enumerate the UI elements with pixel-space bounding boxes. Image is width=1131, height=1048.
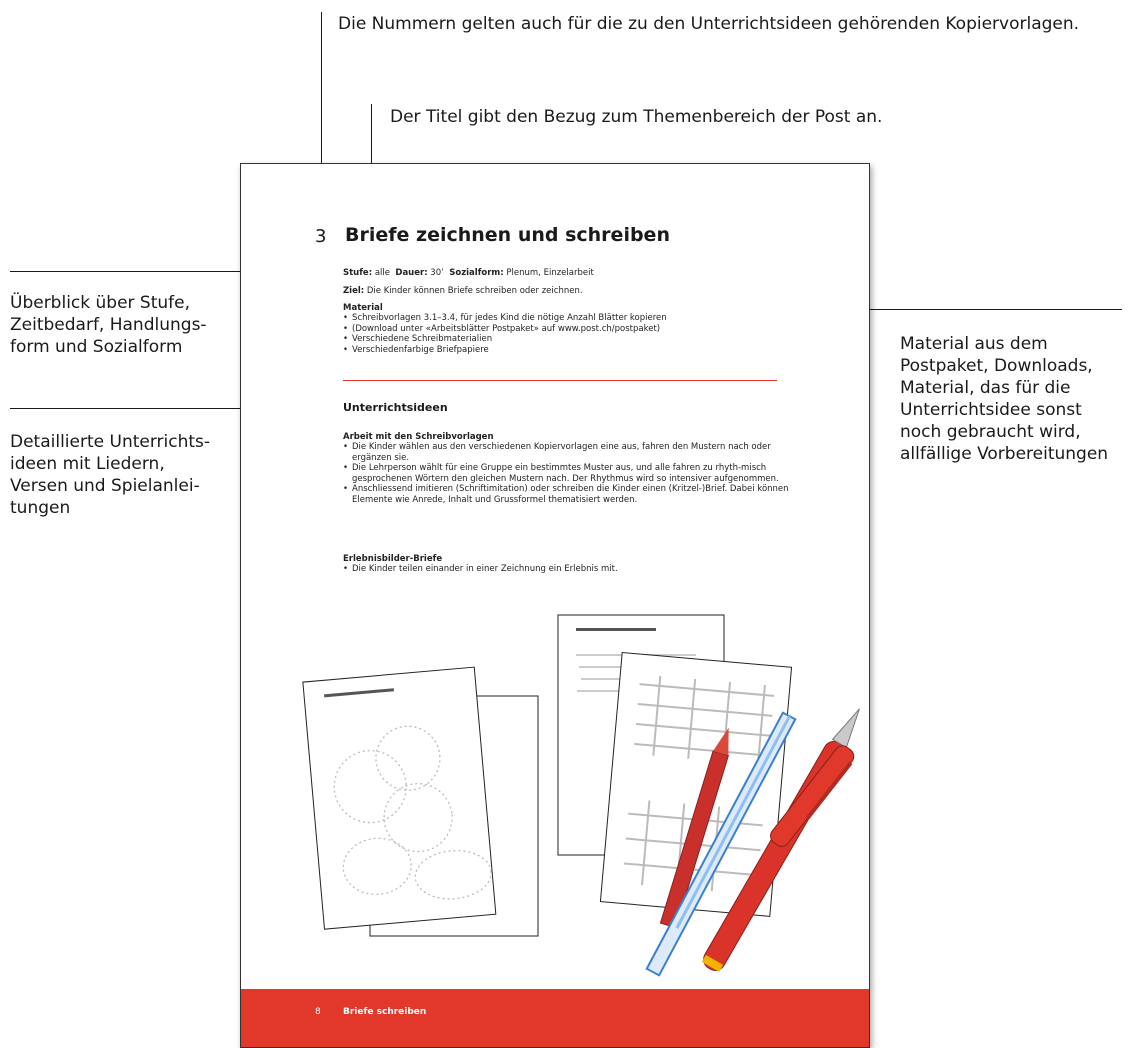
list-item: • Schreibvorlagen 3.1–3.4, für jedes Kind die nötige Anzahl Blätter kopieren <box>343 313 813 324</box>
worksheet-illustration <box>301 604 861 994</box>
list-item: • Die Kinder teilen einander in einer Zeichnung ein Erlebnis mit. <box>343 564 813 575</box>
list-item: • Die Lehrperson wählt für eine Gruppe ein bestimmtes Muster aus, und alle fahren zu rhyth-misch gesprochenen Wörtern den gleichen Mustern nach. Der Rhythmus wird so intensiver aufgenommen. <box>343 463 813 484</box>
worksheet-sheet <box>303 667 496 929</box>
ideas-note: Detaillierte Unterrichts- ideen mit Liedern, Versen und Spielanlei- tungen <box>10 432 211 518</box>
list-item: • Verschiedene Schreibmaterialien <box>343 334 813 345</box>
section2-heading: Erlebnisbilder-Briefe <box>343 554 443 564</box>
page-number: 8 <box>315 1007 321 1017</box>
meta-line: Stufe: alle Dauer: 30’ Sozialform: Plenum, Einzelarbeit <box>343 268 594 278</box>
numbers-note: Die Nummern gelten auch für die zu den Unterrichtsideen gehörenden Kopiervorlagen. <box>338 14 1080 34</box>
list-item: • (Download unter «Arbeitsblätter Postpaket» auf www.post.ch/postpaket) <box>343 324 813 335</box>
footer-bar <box>241 989 869 1047</box>
footer-title: Briefe schreiben <box>343 1007 427 1017</box>
red-divider <box>343 380 777 381</box>
list-item: • Die Kinder wählen aus den verschiedenen Kopiervorlagen eine aus, fahren den Mustern nach oder ergänzen sie. <box>343 442 813 463</box>
goal-line: Ziel: Die Kinder können Briefe schreiben oder zeichnen. <box>343 286 583 296</box>
document-page <box>240 163 870 1048</box>
section1-heading: Arbeit mit den Schreibvorlagen <box>343 432 494 442</box>
section1-list <box>343 442 813 505</box>
page-title: Briefe zeichnen und schreiben <box>345 224 670 246</box>
material-heading: Material <box>343 303 383 313</box>
overview-note: Überblick über Stufe, Zeitbedarf, Handlungs- form und Sozialform <box>10 293 207 357</box>
section2-list <box>343 564 813 575</box>
lesson-number: 3 <box>315 226 327 247</box>
material-list <box>343 313 813 355</box>
list-item: • Verschiedenfarbige Briefpapiere <box>343 345 813 356</box>
material-note: Material aus dem Postpaket, Downloads, Material, das für die Unterrichtsidee sonst noch gebraucht wird, allfällige Vorbereitungen <box>900 334 1109 464</box>
title-note: Der Titel gibt den Bezug zum Themenbereich der Post an. <box>390 107 883 127</box>
ideas-heading: Unterrichtsideen <box>343 401 448 414</box>
list-item: • Anschliessend imitieren (Schriftimitation) oder schreiben die Kinder einen (Kritzel-)Brief. Dabei können Elemente wie Anrede, Inhalt und Grussformel thematisiert werden. <box>343 484 813 505</box>
